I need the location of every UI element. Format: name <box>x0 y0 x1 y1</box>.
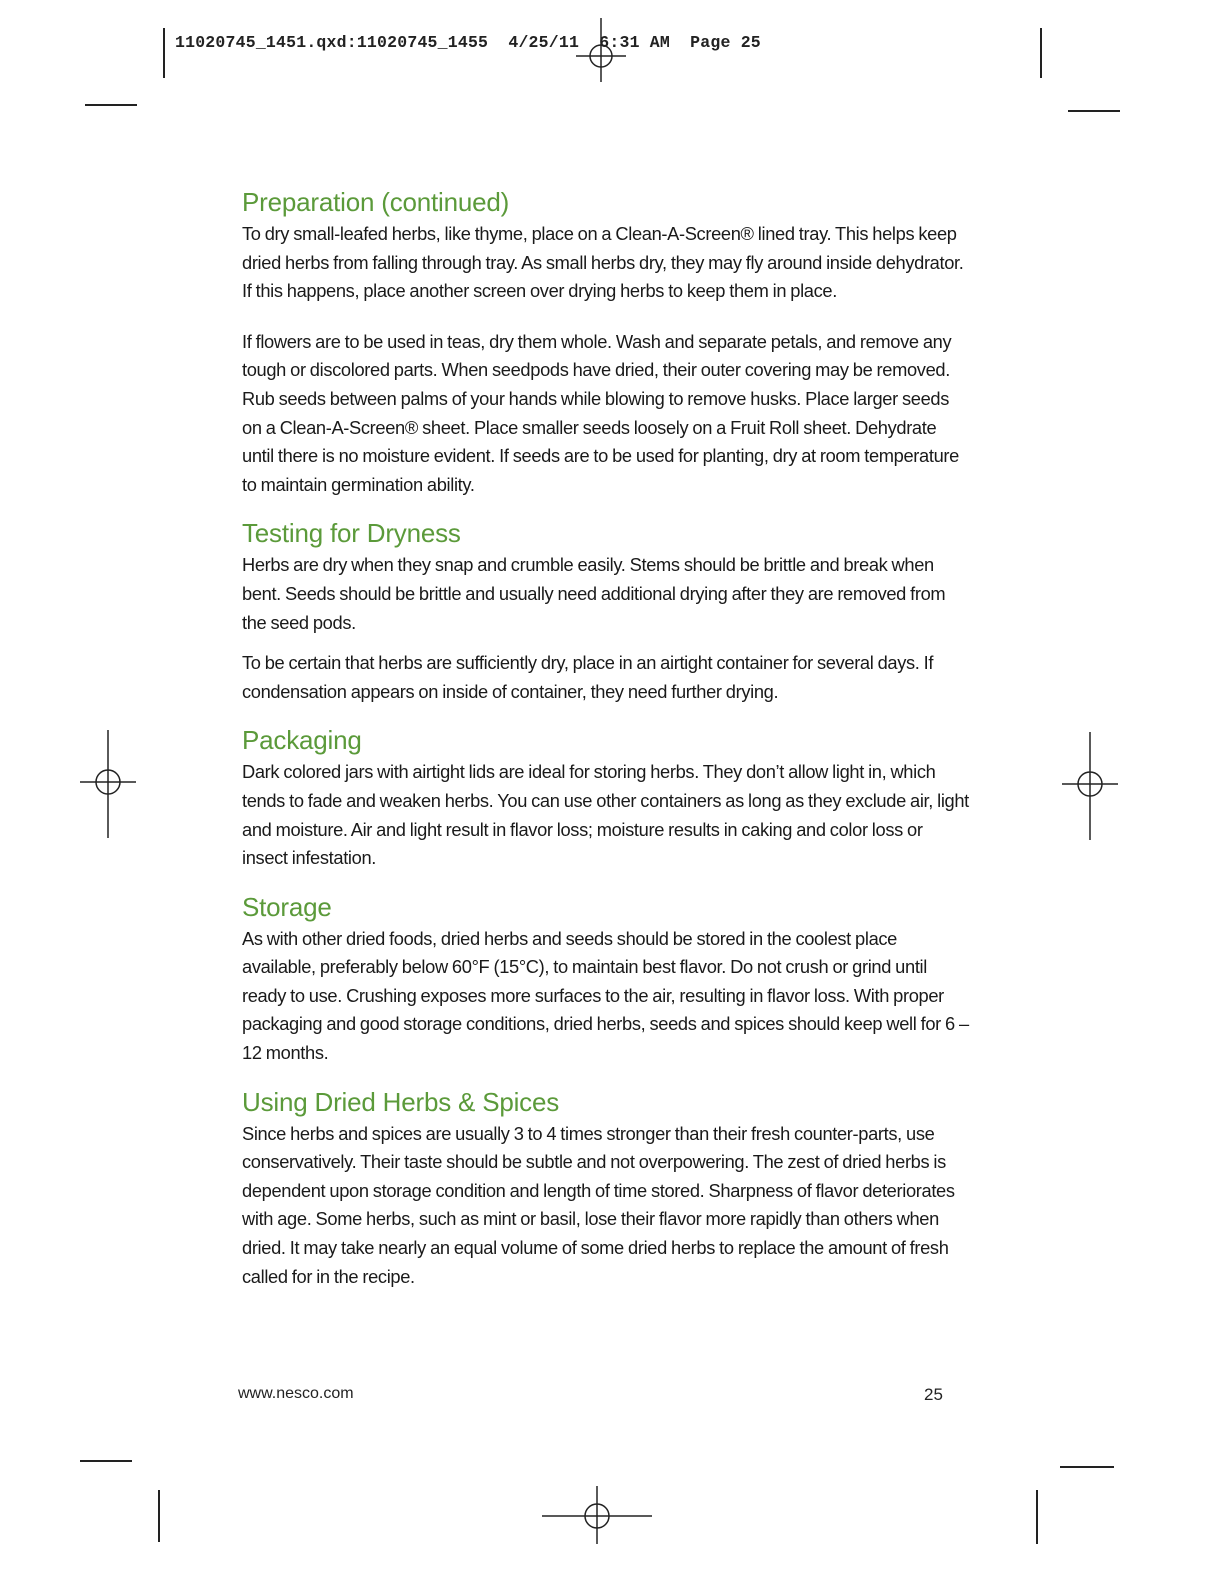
print-slug: 11020745_1451.qxd:11020745_1455 4/25/11 6:31 AM Page 25 <box>175 33 761 52</box>
crop-mark-bottom-right-vertical <box>1036 1490 1038 1544</box>
crop-mark-top-left-horizontal <box>85 104 137 106</box>
crop-mark-top-left-vertical <box>163 28 165 78</box>
paragraph: To dry small-leafed herbs, like thyme, place on a Clean-A-Screen® lined tray. This helps keep dried herbs from falling through tray. As small herbs dry, they may fly around inside dehydrator. If this happens, place another screen over drying herbs to keep them in place. <box>242 223 964 302</box>
registration-mark-top-icon <box>576 18 626 82</box>
section-title-using-dried-herbs: Using Dried Herbs & Spices <box>242 1086 560 1117</box>
registration-mark-right-icon <box>1062 732 1118 840</box>
section-title-storage: Storage <box>242 891 332 922</box>
section-title-preparation: Preparation (continued) <box>242 187 510 217</box>
paragraph: Since herbs and spices are usually 3 to 4 times stronger than their fresh counter-parts, use conservatively. Their taste should be subtle and not overpowering. The zest of dried herbs is dependent upon storage condition and length of time stored. Sharpness of flavor deteriorates with age. Some herbs, such as mint or basil, lose their flavor more rapidly than others when dried. It may take nearly an equal volume of some dried herbs to replace the amount of fresh called for in the recipe. <box>242 1122 955 1287</box>
registration-mark-bottom-icon <box>542 1486 652 1544</box>
paragraph: Dark colored jars with airtight lids are ideal for storing herbs. They don’t allow light in, which tends to fade and weaken herbs. You can use other containers as long as they exclude air, light and moisture. Air and light result in flavor loss; moisture results in caking and color loss or insect infestation. <box>242 761 969 869</box>
crop-mark-bottom-left-horizontal <box>80 1460 132 1462</box>
page-content <box>242 184 972 1291</box>
crop-mark-top-right-horizontal <box>1068 110 1120 112</box>
page-number: 25 <box>924 1385 943 1404</box>
section-title-testing-for-dryness: Testing for Dryness <box>242 518 461 549</box>
crop-mark-top-right-vertical <box>1040 28 1042 78</box>
crop-mark-bottom-left-vertical <box>158 1490 160 1542</box>
footer-website: www.nesco.com <box>238 1385 354 1402</box>
paragraph: As with other dried foods, dried herbs and seeds should be stored in the coolest place available, preferably below 60°F (15°C), to maintain best flavor. Do not crush or grind until ready to use. Crushing exposes more surfaces to the air, resulting in flavor loss. With proper packaging and good storage conditions, dried herbs, seeds and spices should keep well for 6 – 12 months. <box>242 927 969 1064</box>
section-title-packaging: Packaging <box>242 725 362 756</box>
registration-mark-left-icon <box>80 730 136 838</box>
crop-mark-bottom-right-horizontal <box>1060 1466 1114 1468</box>
paragraph: To be certain that herbs are sufficiently dry, place in an airtight container for several days. If condensation appears on inside of container, they need further drying. <box>242 652 934 702</box>
paragraph: Herbs are dry when they snap and crumble easily. Stems should be brittle and break when bent. Seeds should be brittle and usually need additional drying after they are removed from the seed pods. <box>242 554 946 633</box>
paragraph: If flowers are to be used in teas, dry them whole. Wash and separate petals, and remove any tough or discolored parts. When seedpods have dried, their outer covering may be removed. Rub seeds between palms of your hands while blowing to remove husks. Place larger seeds on a Clean-A-Screen® sheet. Place smaller seeds loosely on a Fruit Roll sheet. Dehydrate until there is no moisture evident. If seeds are to be used for planting, dry at room temperature to maintain germination ability. <box>242 330 959 495</box>
